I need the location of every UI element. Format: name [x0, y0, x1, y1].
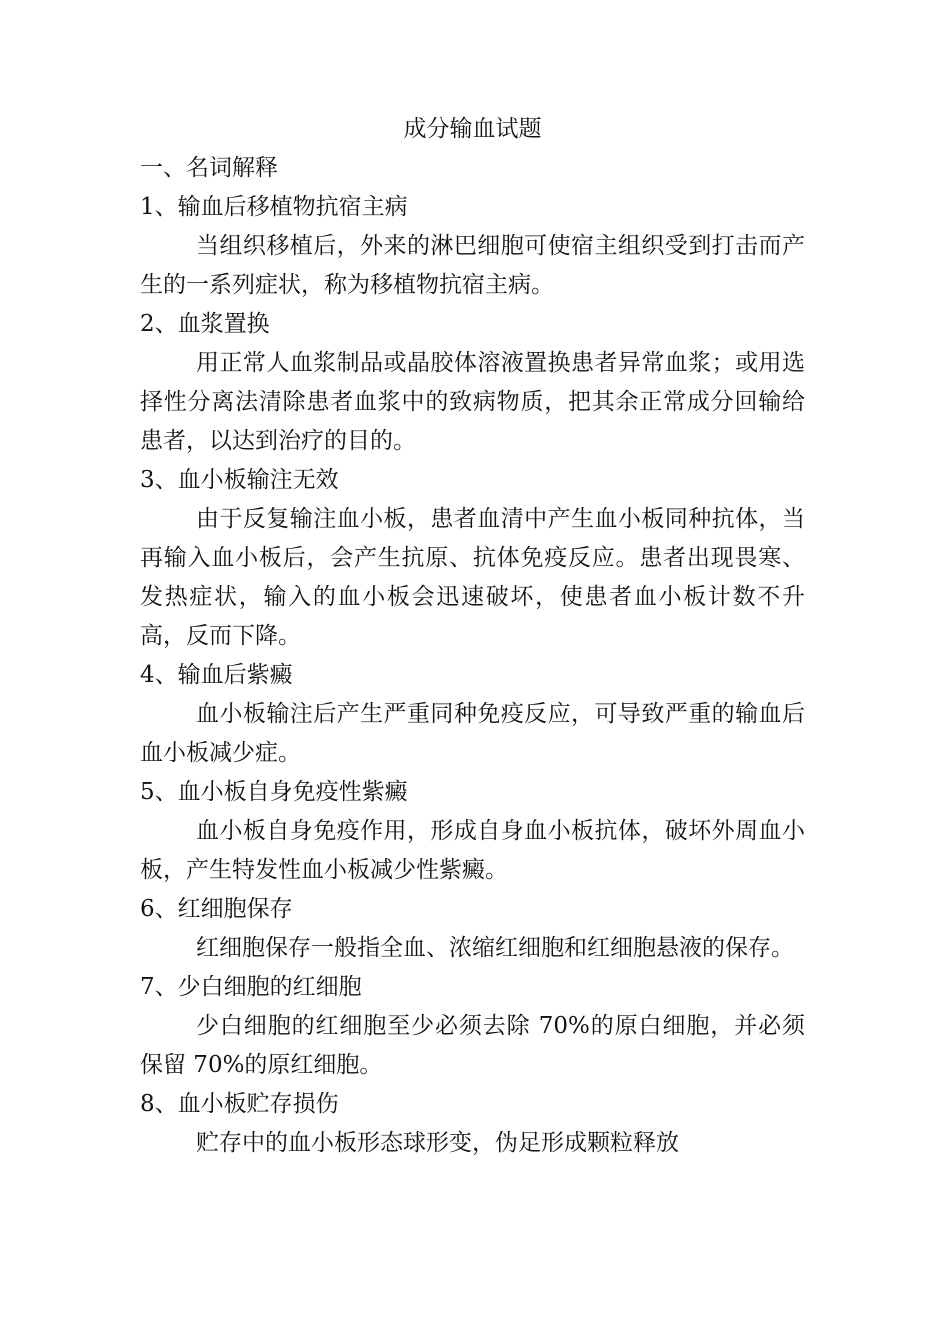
term-3: 3、血小板输注无效: [140, 467, 339, 493]
definition-1: 当组织移植后，外来的淋巴细胞可使宿主组织受到打击而产生的一系列症状，称为移植物抗宿主病。: [140, 233, 805, 298]
term-4: 4、输血后紫癜: [140, 662, 293, 688]
definition-8: 贮存中的血小板形态球形变，伪足形成颗粒释放: [196, 1130, 679, 1156]
definition-2: 用正常人血浆制品或晶胶体溶液置换患者异常血浆；或用选择性分离法清除患者血浆中的致病物质，把其余正常成分回输给患者，以达到治疗的目的。: [140, 350, 805, 454]
definition-3: 由于反复输注血小板，患者血清中产生血小板同种抗体，当再输入血小板后，会产生抗原、抗体免疫反应。患者出现畏寒、发热症状，输入的血小板会迅速破坏，使患者血小板计数不升高，反而下降。: [140, 506, 805, 649]
term-1: 1、输血后移植物抗宿主病: [140, 194, 408, 220]
term-2: 2、血浆置换: [140, 311, 270, 337]
document-page: [140, 110, 805, 1163]
definition-5: 血小板自身免疫作用，形成自身血小板抗体，破坏外周血小板，产生特发性血小板减少性紫癜。: [140, 818, 805, 883]
term-7: 7、少白细胞的红细胞: [140, 974, 362, 1000]
definition-6: 红细胞保存一般指全血、浓缩红细胞和红细胞悬液的保存。: [196, 935, 794, 961]
definition-4: 血小板输注后产生严重同种免疫反应，可导致严重的输血后血小板减少症。: [140, 701, 805, 766]
document-title: 成分输血试题: [403, 116, 542, 142]
term-6: 6、红细胞保存: [140, 896, 293, 922]
term-8: 8、血小板贮存损伤: [140, 1091, 339, 1117]
section-heading: 一、名词解释: [140, 155, 278, 181]
definition-7: 少白细胞的红细胞至少必须去除 70%的原白细胞，并必须保留 70%的原红细胞。: [140, 1013, 805, 1078]
term-5: 5、血小板自身免疫性紫癜: [140, 779, 408, 805]
